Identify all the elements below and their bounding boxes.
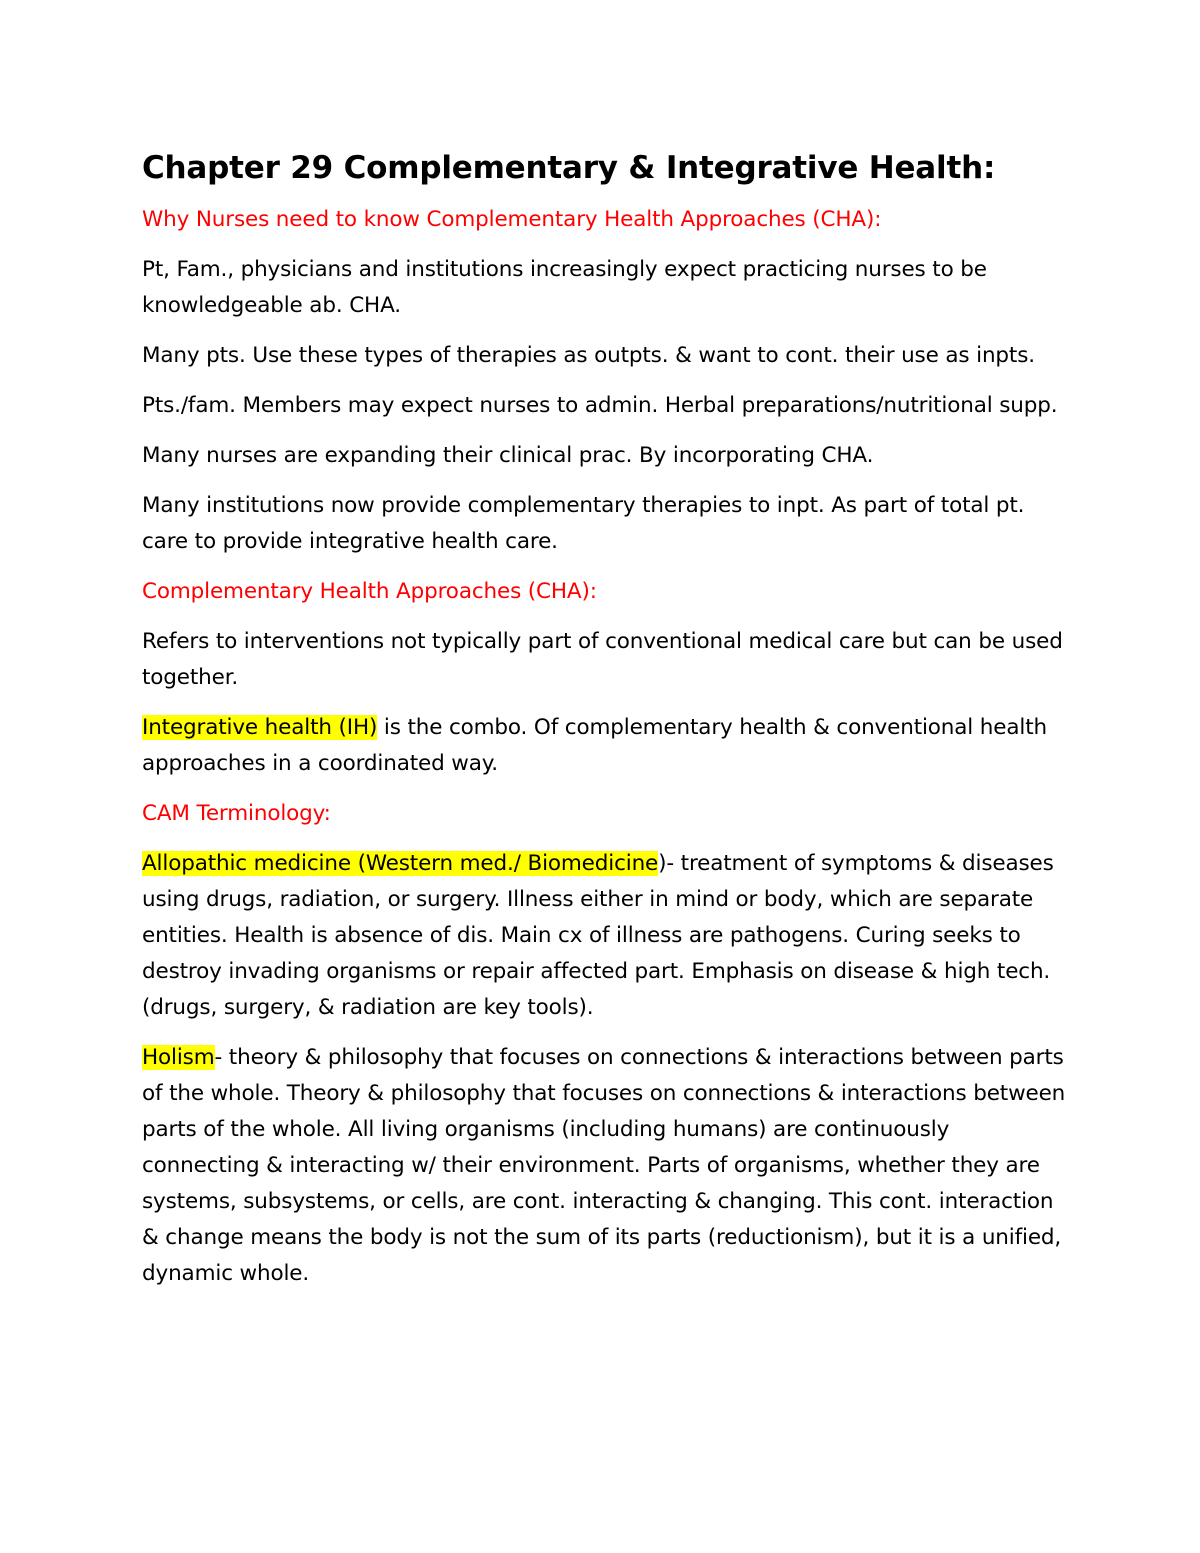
paragraph-expectations: Pt, Fam., physicians and institutions increasingly expect practicing nurses to be knowledgeable ab. CHA. (142, 257, 987, 318)
chapter-title: Chapter 29 Complementary & Integrative Health: (142, 150, 996, 186)
paragraph-clinical-practice: Many nurses are expanding their clinical prac. By incorporating CHA. (142, 443, 874, 468)
highlighted-term-holism: Holism (142, 1045, 215, 1070)
paragraph-family-members: Pts./fam. Members may expect nurses to admin. Herbal preparations/nutritional supp. (142, 393, 1058, 418)
integrative-health-definition: is the combo. Of complementary health & conventional health approaches in a coordinated way. (142, 715, 1047, 776)
highlighted-term-integrative-health: Integrative health (IH) (142, 715, 378, 740)
section-heading-cam-terminology: CAM Terminology: (142, 801, 331, 826)
allopathic-definition: )- treatment of symptoms & diseases using drugs, radiation, or surgery. Illness either in mind or body, which are separate entities. Health is absence of dis. Main cx of illness are pathogens. Curing seeks to destroy invading organisms or repair affected part. Emphasis on disease & high tech. (drugs, surgery, & radiation are key tools). (142, 851, 1054, 1020)
paragraph-cha-definition: Refers to interventions not typically part of conventional medical care but can be used together. (142, 629, 1063, 690)
section-heading-cha: Complementary Health Approaches (CHA): (142, 579, 597, 604)
document-body (142, 148, 1072, 1306)
section-heading-why-nurses: Why Nurses need to know Complementary Health Approaches (CHA): (142, 207, 882, 232)
paragraph-holism (142, 1040, 1072, 1292)
highlighted-term-allopathic: Allopathic medicine (Western med./ Biomedicine (142, 851, 659, 876)
holism-definition: - theory & philosophy that focuses on connections & interactions between parts of the whole. Theory & philosophy that focuses on connections & interactions between parts of the whole. All living organisms (including humans) are continuously connecting & interacting w/ their environment. Parts of organisms, whether they are systems, subsystems, or cells, are cont. interacting & changing. This cont. interaction & change means the body is not the sum of its parts (reductionism), but it is a unified, dynamic whole. (142, 1045, 1066, 1286)
paragraph-allopathic-medicine (142, 846, 1072, 1026)
paragraph-integrative-health (142, 710, 1072, 782)
paragraph-outpatients: Many pts. Use these types of therapies as outpts. & want to cont. their use as inpts. (142, 343, 1035, 368)
paragraph-institutions: Many institutions now provide complementary therapies to inpt. As part of total pt. care to provide integrative health care. (142, 493, 1025, 554)
